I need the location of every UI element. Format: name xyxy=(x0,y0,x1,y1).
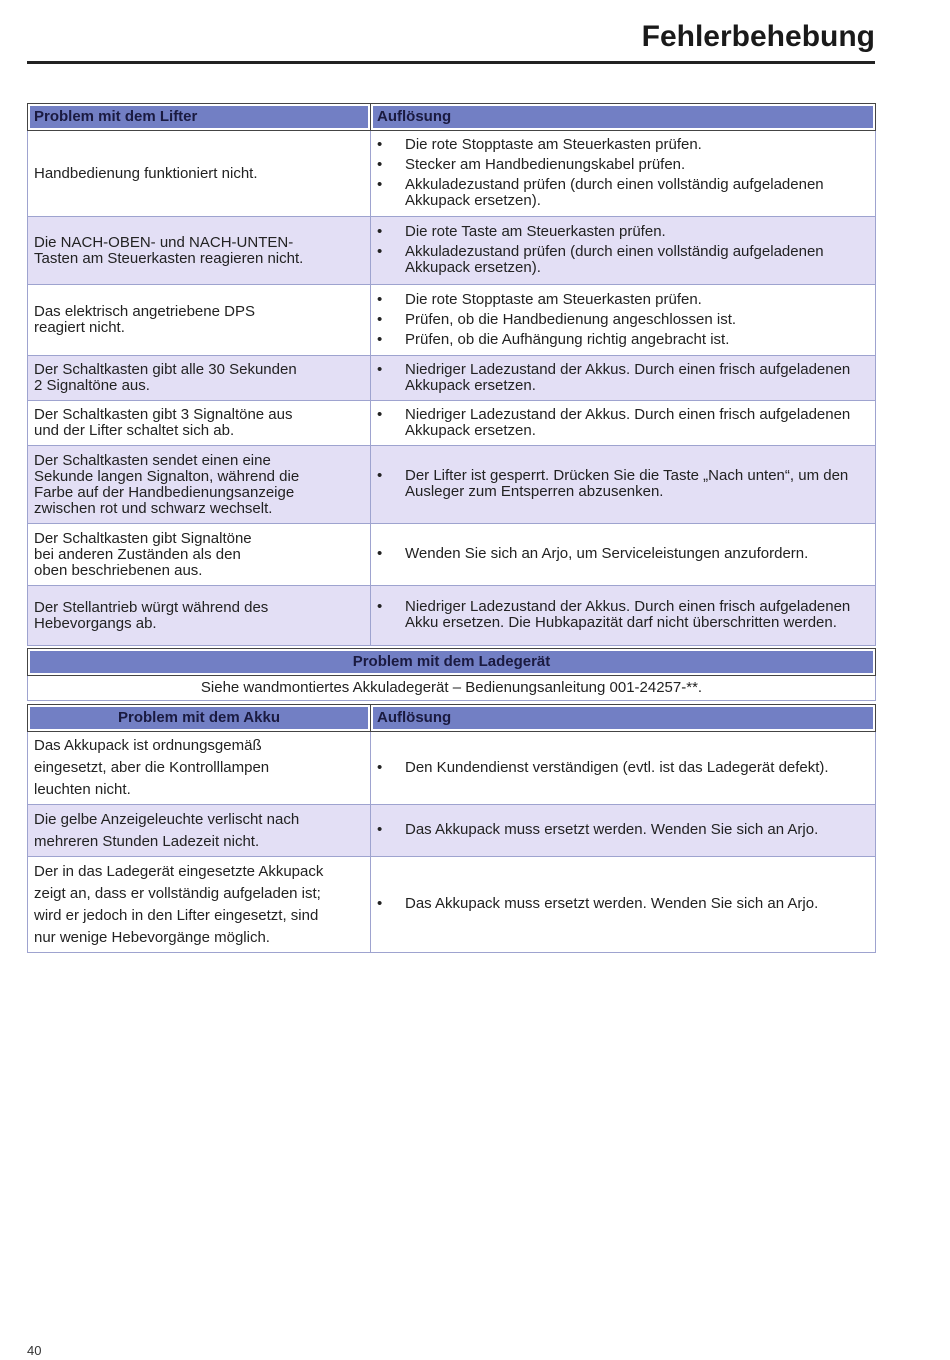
battery-row xyxy=(28,805,876,857)
lifter-header-row xyxy=(28,104,876,131)
lifter-solution-list xyxy=(377,599,869,631)
lifter-row xyxy=(28,356,876,401)
lifter-solution-item: • Niedriger Ladezustand der Akkus. Durch einen frisch aufgeladenen Akkupack ersetzen. xyxy=(377,407,869,439)
lifter-solution-list xyxy=(377,224,869,276)
lifter-problem-header: Problem mit dem Lifter xyxy=(28,104,371,131)
lifter-row xyxy=(28,217,876,285)
lifter-solution-header: Auflösung xyxy=(371,104,876,131)
battery-problem-cell: Die gelbe Anzeigeleuchte verlischt nach mehreren Stunden Ladezeit nicht. xyxy=(28,805,371,857)
battery-problem-header: Problem mit dem Akku xyxy=(28,705,371,732)
lifter-problem-cell: Der Stellantrieb würgt während des Hebevorgangs ab. xyxy=(28,586,371,646)
battery-row xyxy=(28,857,876,953)
charger-problem-header: Problem mit dem Ladegerät xyxy=(28,649,876,676)
lifter-solution-item: • Die rote Stopptaste am Steuerkasten prüfen. xyxy=(377,137,869,153)
lifter-solution-cell xyxy=(371,285,876,356)
lifter-solution-item: • Stecker am Handbedienungskabel prüfen. xyxy=(377,157,869,173)
lifter-row xyxy=(28,524,876,586)
lifter-solution-cell xyxy=(371,401,876,446)
lifter-solution-cell xyxy=(371,586,876,646)
lifter-solution-item: • Niedriger Ladezustand der Akkus. Durch einen frisch aufgeladenen Akkupack ersetzen. xyxy=(377,362,869,394)
battery-row xyxy=(28,732,876,805)
lifter-solution-item: • Akkuladezustand prüfen (durch einen vollständig aufgeladenen Akkupack ersetzen). xyxy=(377,177,869,209)
lifter-solution-cell xyxy=(371,524,876,586)
page-title: Fehlerbehebung xyxy=(641,20,875,53)
lifter-row xyxy=(28,401,876,446)
lifter-solution-list xyxy=(377,468,869,500)
lifter-solution-item: • Niedriger Ladezustand der Akkus. Durch einen frisch aufgeladenen Akku ersetzen. Die Hubkapazität darf nicht überschritten werden. xyxy=(377,599,869,631)
lifter-solution-item: • Der Lifter ist gesperrt. Drücken Sie die Taste „Nach unten“, um den Ausleger zum Entsperren abzusenken. xyxy=(377,468,869,500)
battery-solution-cell xyxy=(371,805,876,857)
lifter-problem-cell: Der Schaltkasten gibt alle 30 Sekunden 2 Signaltöne aus. xyxy=(28,356,371,401)
lifter-row xyxy=(28,285,876,356)
lifter-solution-list xyxy=(377,362,869,394)
lifter-problem-cell: Der Schaltkasten sendet einen eine Sekunde langen Signalton, während die Farbe auf der Handbedienungsanzeige zwischen rot und schwarz wechselt. xyxy=(28,446,371,524)
charger-header-row xyxy=(28,649,876,676)
battery-header-row xyxy=(28,705,876,732)
battery-solution-list xyxy=(377,757,869,779)
lifter-problem-cell: Der Schaltkasten gibt Signaltöne bei anderen Zuständen als den oben beschriebenen aus. xyxy=(28,524,371,586)
battery-solution-cell xyxy=(371,732,876,805)
battery-solution-item: • Das Akkupack muss ersetzt werden. Wenden Sie sich an Arjo. xyxy=(377,893,869,915)
lifter-solution-cell xyxy=(371,131,876,217)
battery-solution-item: • Den Kundendienst verständigen (evtl. ist das Ladegerät defekt). xyxy=(377,757,869,779)
charger-troubleshooting-table xyxy=(27,648,876,701)
battery-solution-list xyxy=(377,819,869,841)
battery-solution-list xyxy=(377,893,869,915)
lifter-row xyxy=(28,131,876,217)
lifter-solution-item: • Prüfen, ob die Aufhängung richtig angebracht ist. xyxy=(377,332,869,348)
title-divider xyxy=(27,61,875,64)
battery-problem-cell: Der in das Ladegerät eingesetzte Akkupack zeigt an, dass er vollständig aufgeladen ist; wird er jedoch in den Lifter eingesetzt, sind nur wenige Hebevorgänge möglich. xyxy=(28,857,371,953)
lifter-solution-cell xyxy=(371,217,876,285)
lifter-troubleshooting-table xyxy=(27,103,876,646)
lifter-solution-list xyxy=(377,137,869,209)
lifter-solution-list xyxy=(377,407,869,439)
lifter-problem-cell: Die NACH-OBEN- und NACH-UNTEN- Tasten am Steuerkasten reagieren nicht. xyxy=(28,217,371,285)
lifter-solution-item: • Prüfen, ob die Handbedienung angeschlossen ist. xyxy=(377,312,869,328)
battery-problem-cell: Das Akkupack ist ordnungsgemäß eingesetzt, aber die Kontrolllampen leuchten nicht. xyxy=(28,732,371,805)
lifter-solution-cell xyxy=(371,446,876,524)
lifter-row xyxy=(28,586,876,646)
battery-troubleshooting-table xyxy=(27,704,876,953)
page-number: 40 xyxy=(27,1343,42,1358)
battery-solution-cell xyxy=(371,857,876,953)
lifter-solution-item: • Die rote Stopptaste am Steuerkasten prüfen. xyxy=(377,292,869,308)
lifter-solution-item: • Akkuladezustand prüfen (durch einen vollständig aufgeladenen Akkupack ersetzen). xyxy=(377,244,869,276)
lifter-solution-list xyxy=(377,292,869,348)
lifter-solution-cell xyxy=(371,356,876,401)
battery-solution-header: Auflösung xyxy=(371,705,876,732)
battery-solution-item: • Das Akkupack muss ersetzt werden. Wenden Sie sich an Arjo. xyxy=(377,819,869,841)
charger-note-row xyxy=(28,676,876,701)
lifter-problem-cell: Der Schaltkasten gibt 3 Signaltöne aus und der Lifter schaltet sich ab. xyxy=(28,401,371,446)
lifter-problem-cell: Das elektrisch angetriebene DPS reagiert nicht. xyxy=(28,285,371,356)
lifter-problem-cell: Handbedienung funktioniert nicht. xyxy=(28,131,371,217)
lifter-solution-item: • Die rote Taste am Steuerkasten prüfen. xyxy=(377,224,869,240)
lifter-row xyxy=(28,446,876,524)
lifter-solution-item: • Wenden Sie sich an Arjo, um Serviceleistungen anzufordern. xyxy=(377,546,869,562)
charger-note: Siehe wandmontiertes Akkuladegerät – Bedienungsanleitung 001-24257-**. xyxy=(28,676,876,701)
lifter-solution-list xyxy=(377,546,869,562)
